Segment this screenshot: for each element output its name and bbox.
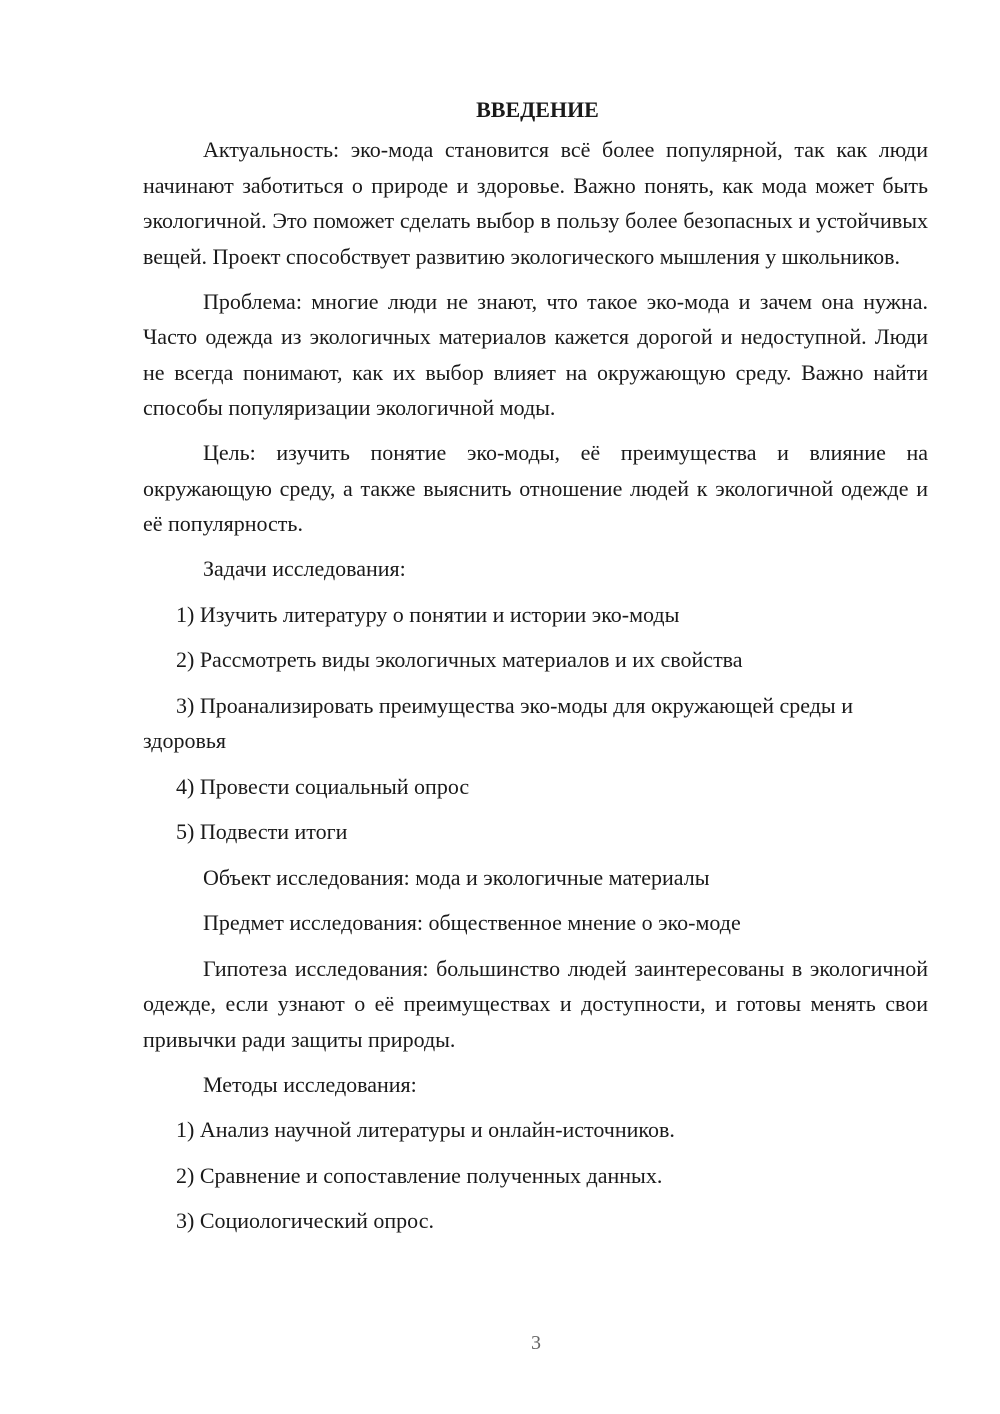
method-item: 1) Анализ научной литературы и онлайн-источников. xyxy=(176,1117,675,1142)
document-page xyxy=(143,92,928,1249)
relevance-paragraph: Актуальность: эко-мода становится всё более популярной, так как люди начинают заботиться о природе и здоровье. Важно понять, как мода может быть экологичной. Это поможет сделать выбор в пользу более безопасных и устойчивых вещей. Проект способствует развитию экологического мышления у школьников. xyxy=(143,137,928,269)
tasks-list xyxy=(143,597,928,850)
methods-list xyxy=(143,1112,928,1239)
goal-paragraph: Цель: изучить понятие эко-моды, её преимущества и влияние на окружающую среду, а также выяснить отношение людей к экологичной одежде и её популярность. xyxy=(143,440,928,536)
task-item: 4) Провести социальный опрос xyxy=(176,773,470,799)
hypothesis-paragraph: Гипотеза исследования: большинство людей заинтересованы в экологичной одежде, если узнают о её преимуществах и доступности, и готовы менять свои привычки ради защиты природы. xyxy=(143,955,928,1052)
subject-line: Предмет исследования: общественное мнение о эко-моде xyxy=(203,910,741,935)
task-item: 3) Проанализировать преимущества эко-моды для окружающей среды и здоровья xyxy=(143,692,853,753)
methods-heading: Методы исследования: xyxy=(203,1071,417,1097)
object-line: Объект исследования: мода и экологичные материалы xyxy=(203,864,710,890)
page-number: 3 xyxy=(531,1332,541,1354)
task-item: 1) Изучить литературу о понятии и истории эко-моды xyxy=(176,601,680,627)
task-item: 5) Подвести итоги xyxy=(176,819,348,844)
task-item: 2) Рассмотреть виды экологичных материалов и их свойства xyxy=(176,647,743,672)
page-title: ВВЕДЕНИЕ xyxy=(476,97,599,122)
method-item: 3) Социологический опрос. xyxy=(176,1208,434,1233)
method-item: 2) Сравнение и сопоставление полученных данных. xyxy=(176,1162,663,1188)
problem-paragraph: Проблема: многие люди не знают, что такое эко-мода и зачем она нужна. Часто одежда из экологичных материалов кажется дорогой и недоступной. Люди не всегда понимают, как их выбор влияет на окружающую среду. Важно найти способы популяризации экологичной моды. xyxy=(143,288,928,420)
tasks-heading: Задачи исследования: xyxy=(203,556,406,581)
